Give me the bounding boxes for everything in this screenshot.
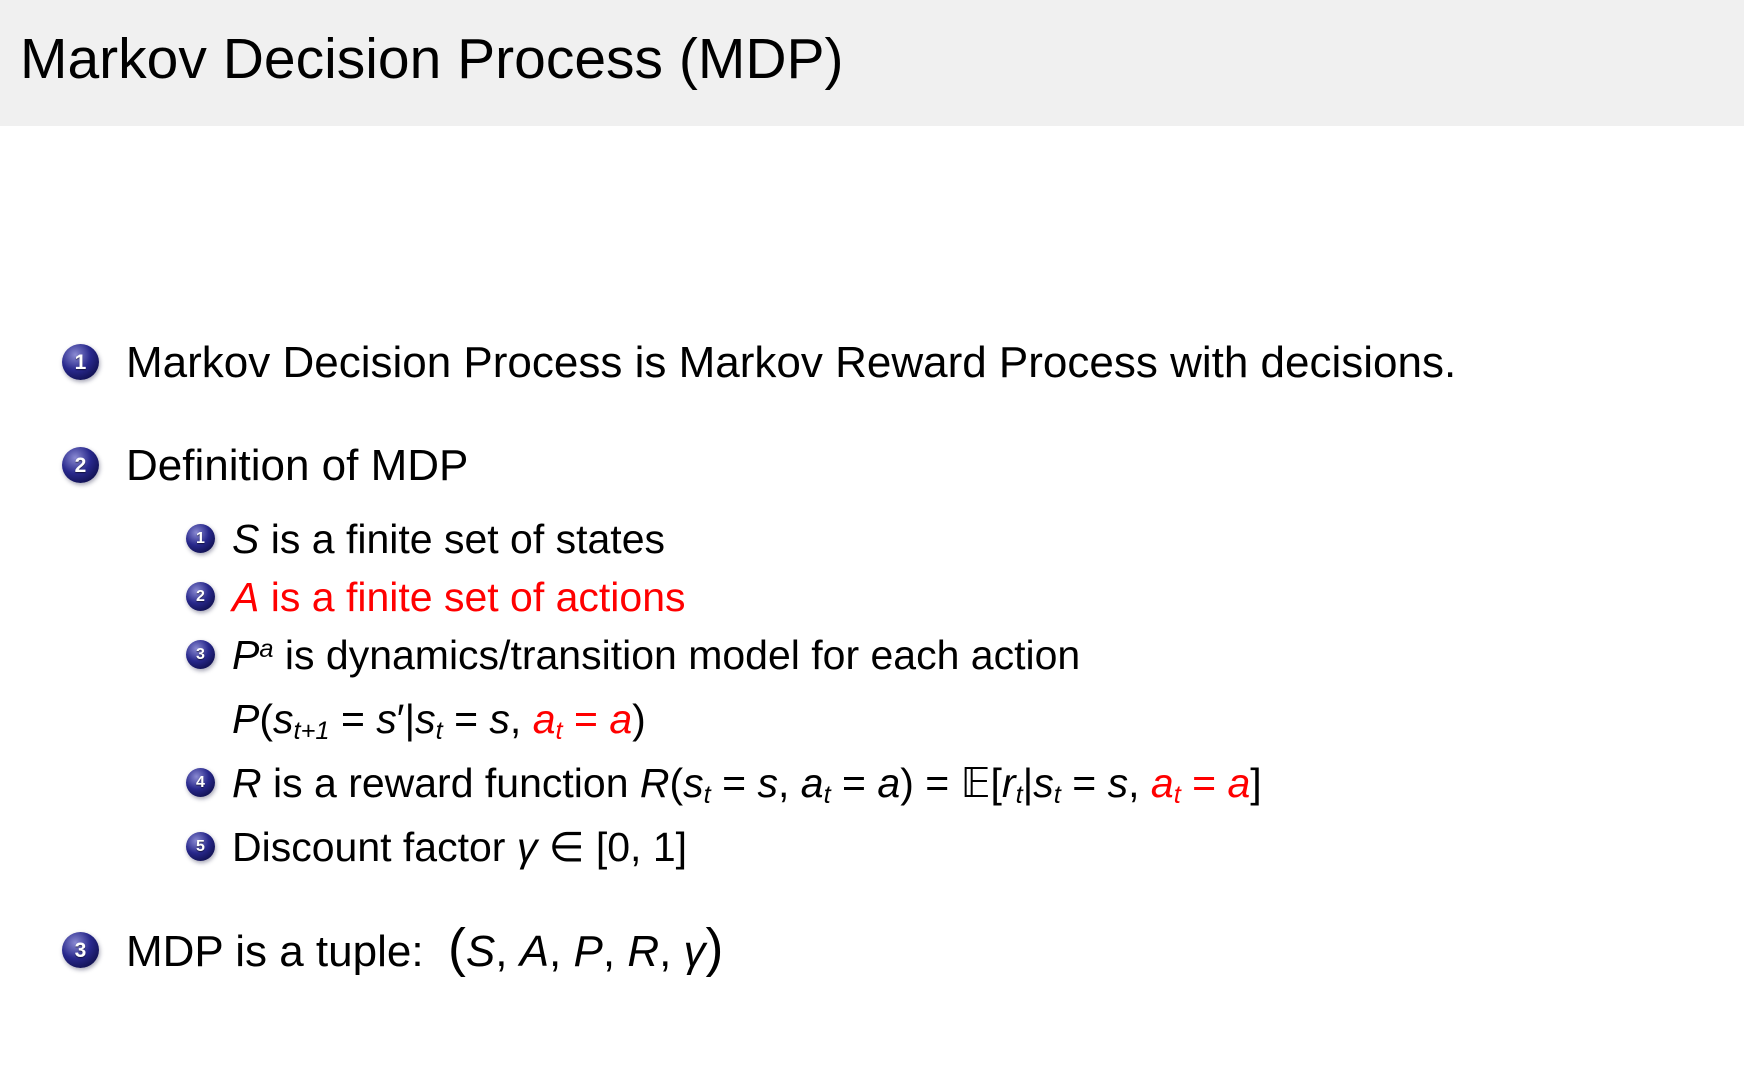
text-segment: s xyxy=(1107,760,1129,806)
text-segment: t xyxy=(823,780,831,809)
text-segment: = xyxy=(329,696,377,742)
text-segment: t xyxy=(1015,780,1023,809)
text-segment: is a finite set of actions xyxy=(259,574,686,620)
item-number-badge: 4 xyxy=(186,768,215,797)
slide-body xyxy=(62,334,1720,980)
text-segment: , xyxy=(1128,760,1151,806)
text-segment: ( xyxy=(448,918,466,978)
text-segment: , xyxy=(495,927,520,976)
text-segment: s xyxy=(273,696,294,742)
text-segment: ′ xyxy=(396,696,405,742)
text-segment: γ xyxy=(516,824,538,870)
text-segment: ) = xyxy=(900,760,961,806)
sub-list-item xyxy=(186,568,1720,626)
item-content xyxy=(232,568,686,626)
text-segment: s xyxy=(415,696,436,742)
text-segment: s xyxy=(1033,760,1054,806)
text-segment: = xyxy=(442,696,490,742)
item-content xyxy=(126,334,1456,391)
sub-list-item xyxy=(186,754,1720,818)
text-segment: ) xyxy=(632,696,646,742)
sub-list-item xyxy=(186,626,1720,754)
text-segment: P xyxy=(573,927,603,976)
text-segment: s xyxy=(757,760,778,806)
text-segment: t+1 xyxy=(293,716,330,745)
text-segment: γ xyxy=(683,927,706,976)
text-segment: , xyxy=(777,760,801,806)
text-segment: Markov Decision Process is Markov Reward Process with decisions. xyxy=(126,338,1457,387)
text-segment: , xyxy=(659,927,684,976)
text-line xyxy=(232,626,1080,690)
text-segment: [ xyxy=(990,760,1002,806)
text-segment: t xyxy=(1053,780,1061,809)
item-content xyxy=(232,754,1262,818)
text-segment: R xyxy=(639,760,670,806)
text-segment: 𝔼 xyxy=(960,759,991,807)
sub-list-item xyxy=(186,818,1720,876)
text-segment: t xyxy=(1173,780,1181,809)
text-segment: MDP is a tuple: xyxy=(126,927,448,976)
item-number-badge: 3 xyxy=(62,932,99,968)
text-segment: r xyxy=(1001,760,1016,806)
text-segment: = xyxy=(1060,760,1108,806)
text-segment: ) xyxy=(705,918,724,978)
text-line xyxy=(126,334,1456,391)
item-number-badge: 5 xyxy=(186,832,215,861)
item-content xyxy=(232,510,665,568)
slide-title: Markov Decision Process (MDP) xyxy=(20,27,844,91)
item-number-badge: 1 xyxy=(186,524,215,553)
item-number-badge: 2 xyxy=(62,447,99,483)
item-number-badge: 1 xyxy=(62,344,99,380)
text-segment: = xyxy=(830,760,878,806)
text-line xyxy=(232,818,687,876)
text-line xyxy=(126,437,468,494)
text-segment: R xyxy=(627,927,660,976)
text-segment: t xyxy=(703,780,711,809)
text-segment: a xyxy=(800,760,824,806)
text-segment: P xyxy=(232,696,260,742)
text-line xyxy=(232,690,1080,754)
text-segment: is dynamics/transition model for each action xyxy=(273,632,1081,678)
text-segment: a xyxy=(877,760,901,806)
item-content xyxy=(126,918,724,980)
item-content xyxy=(232,818,687,876)
item-number-badge: 3 xyxy=(186,640,215,669)
text-segment: P xyxy=(232,632,260,678)
text-line xyxy=(126,918,724,980)
text-segment: = xyxy=(1180,760,1228,806)
text-segment: s xyxy=(489,696,510,742)
item-number-badge: 2 xyxy=(186,582,215,611)
sub-bullet-list xyxy=(186,510,1720,876)
text-segment: a xyxy=(1150,760,1174,806)
text-segment: = xyxy=(562,696,610,742)
text-segment: A xyxy=(232,574,260,620)
text-segment: R xyxy=(232,760,262,806)
text-line xyxy=(232,568,686,626)
text-segment: is a reward function xyxy=(261,760,640,806)
list-item xyxy=(62,437,1720,494)
text-segment: = xyxy=(710,760,758,806)
text-segment: Discount factor xyxy=(232,824,517,870)
text-line xyxy=(232,510,665,568)
text-segment: , xyxy=(602,927,628,976)
text-segment: | xyxy=(404,696,416,742)
bullet-list xyxy=(62,334,1720,980)
item-content xyxy=(232,626,1080,754)
text-segment: t xyxy=(555,716,563,745)
text-segment: a xyxy=(609,696,633,742)
text-segment: Definition of MDP xyxy=(126,441,469,490)
sub-list-item xyxy=(186,510,1720,568)
text-segment: , xyxy=(509,696,533,742)
text-segment: a xyxy=(532,696,556,742)
text-segment: s xyxy=(683,760,704,806)
text-segment: s xyxy=(376,696,397,742)
text-segment: | xyxy=(1022,760,1034,806)
text-segment: A xyxy=(519,927,550,976)
text-segment: a xyxy=(1227,760,1251,806)
text-segment: is a finite set of states xyxy=(259,516,665,562)
list-item xyxy=(62,918,1720,980)
text-segment: a xyxy=(259,634,274,663)
text-segment: S xyxy=(232,516,260,562)
text-segment: ∈ [0, 1] xyxy=(537,824,688,870)
text-segment: t xyxy=(435,716,443,745)
text-segment: , xyxy=(549,927,574,976)
list-item xyxy=(62,334,1720,391)
text-segment: ] xyxy=(1250,760,1262,806)
text-segment: ( xyxy=(259,696,274,742)
item-content xyxy=(126,437,468,494)
text-segment: ( xyxy=(669,760,684,806)
text-segment: S xyxy=(465,927,496,976)
text-line xyxy=(232,754,1262,818)
slide-title-bar xyxy=(0,0,1744,126)
